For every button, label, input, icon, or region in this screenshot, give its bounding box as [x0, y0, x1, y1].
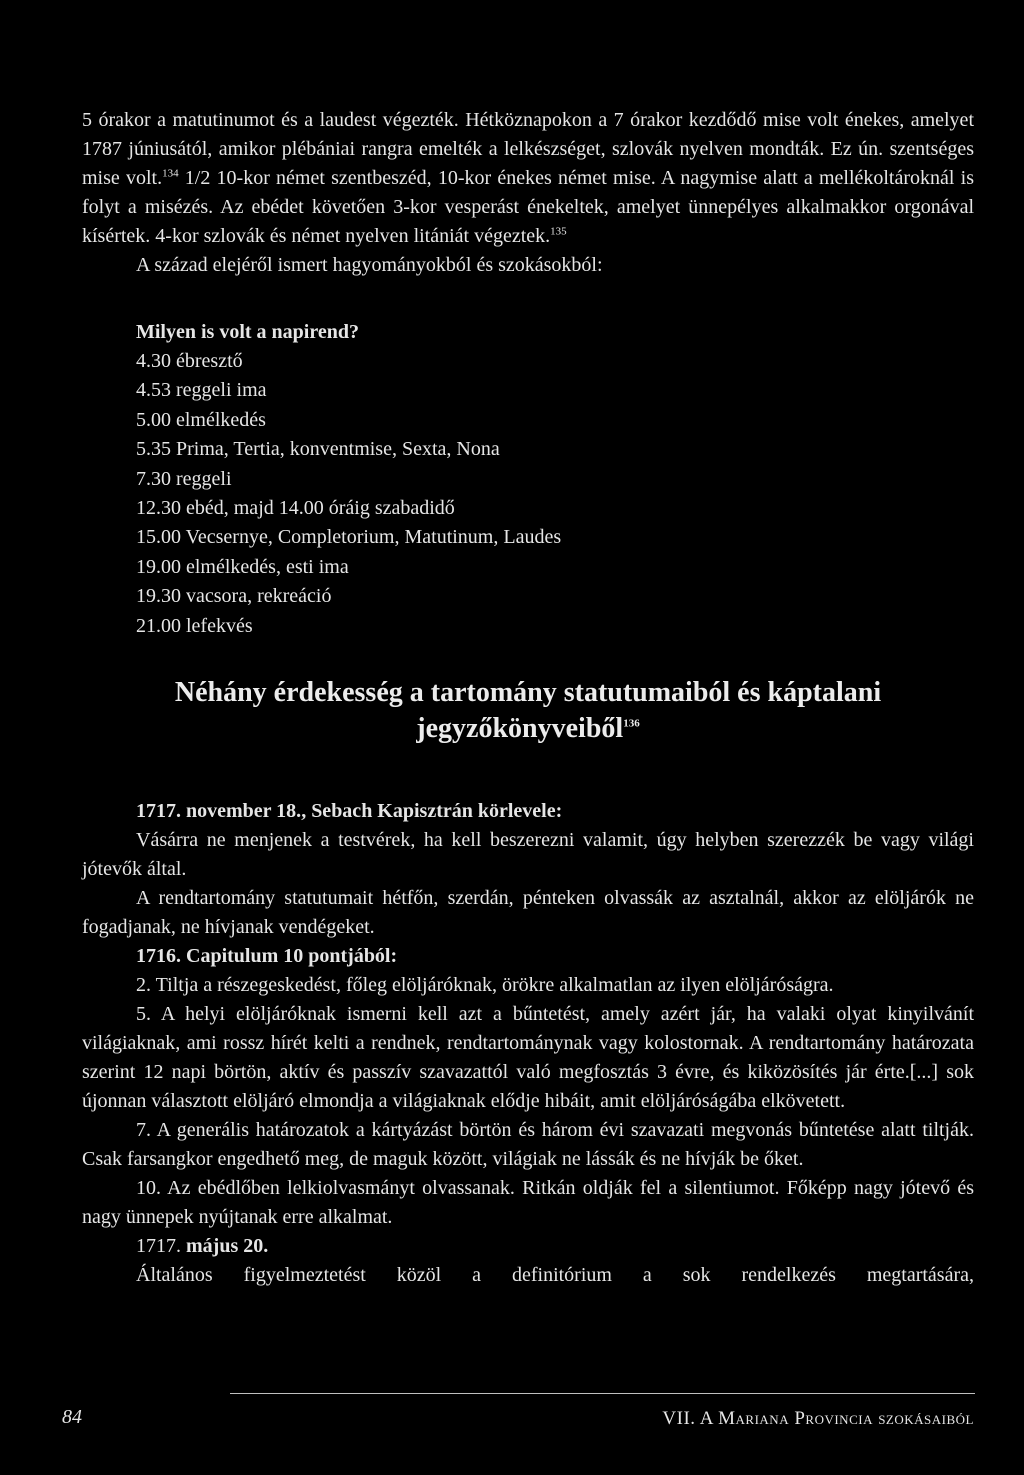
paragraph: Vásárra ne menjenek a testvérek, ha kell beszerezni valamit, úgy helyben szerezzék be vagy világi jótevők által.	[82, 829, 974, 881]
schedule-item: 7.30 reggeli	[136, 467, 232, 490]
schedule-item: 5.35 Prima, Tertia, konventmise, Sexta, Nona	[136, 438, 500, 461]
daily-schedule	[82, 347, 974, 641]
schedule-item: 19.00 elmélkedés, esti ima	[136, 555, 349, 578]
schedule-item: 12.30 ebéd, majd 14.00 óráig szabadidő	[136, 497, 455, 520]
schedule-item: 4.53 reggeli ima	[136, 379, 267, 402]
section-body	[82, 797, 974, 1290]
schedule-item: 15.00 Vecsernye, Completorium, Matutinum, Laudes	[136, 526, 562, 549]
intro-text-b: 1/2 10-kor német szentbeszéd, 10-kor énekes német mise. A nagymise alatt a mellékoltároknál is folyt a misézés. Az ebédet követően 3-kor vesperást énekeltek, amelyet ünnepélyes alkalmakkor orgonával kísértek. 4-kor szlovák és német nyelven litániát végeztek.	[82, 167, 974, 247]
schedule-item: 5.00 elmélkedés	[136, 408, 266, 431]
intro-paragraph	[82, 106, 974, 251]
footer-rule	[230, 1393, 975, 1394]
letter-date	[82, 797, 974, 826]
point-10: 10. Az ebédlőben lelkiolvasmányt olvassanak. Ritkán oldják fel a silentiumot. Főképp nagy jótevő és nagy ünnepek nyújtanak erre alkalmat.	[82, 1177, 974, 1229]
schedule-item: 4.30 ébresztő	[136, 350, 243, 372]
date-2-year: 1717.	[136, 1235, 186, 1258]
point-7: 7. A generális határozatok a kártyázást börtön és három évi szavazati megvonás bűntetése alatt tiltják. Csak farsangkor engedhető meg, de maguk között, világiak ne lássák és ne hívják be őket.	[82, 1119, 974, 1171]
date-rest: , Sebach Kapisztrán körlevele:	[301, 800, 563, 823]
date-2-day: május 20.	[186, 1235, 269, 1258]
section-heading	[82, 675, 974, 747]
date-bold: 1717. november 18.	[136, 800, 302, 823]
footnote-ref: 134	[162, 167, 179, 180]
footnote-ref: 136	[623, 717, 640, 730]
running-head-prefix: VII. A	[662, 1408, 719, 1429]
date-2	[82, 1232, 974, 1261]
schedule-item: 19.30 vacsora, rekreáció	[136, 585, 332, 608]
schedule-title: Milyen is volt a napirend?	[136, 321, 359, 343]
capitulum-heading: 1716. Capitulum 10 pontjából:	[136, 945, 398, 968]
running-head-title: Mariana Provincia szokásaiból	[718, 1408, 974, 1429]
page-body	[82, 106, 974, 1290]
traditions-intro: A század elejéről ismert hagyományokból és szokásokból:	[136, 254, 603, 276]
footnote-ref: 135	[550, 225, 567, 238]
point-5: 5. A helyi elöljáróknak ismerni kell azt a bűntetést, amely azért jár, ha valaki olyat kinyilvánít világiaknak, ami rossz hírét kelti a rendnek, rendtartománynak vagy kolostornak. A rendtartomány határozata szerint 12 napi börtön, aktív és passzív szavazattól való megfosztás 3 évre, és kiközösítés jár érte.[...] sok újonnan választott elöljáró elmondja a világiaknak elődje hibáit, amit elöljáróságába elkövetett.	[82, 1003, 974, 1113]
intro-text-a: 5 órakor a matutinumot és a laudest végezték. Hétköznapokon a 7 órakor kezdődő mise volt énekes, amelyet 1787 júniusától, amikor plébániai rangra emelték a lelkészséget, szlovák nyelven mondták. Ez ún. szentséges mise volt.	[82, 109, 974, 189]
schedule-item: 21.00 lefekvés	[136, 614, 253, 637]
point-2: 2. Tiltja a részegeskedést, főleg elöljáróknak, örökre alkalmatlan az ilyen elöljáróságra.	[136, 974, 834, 997]
heading-line-2: jegyzőkönyveiből	[416, 713, 624, 745]
page-number: 84	[62, 1406, 82, 1428]
heading-line-1: Néhány érdekesség a tartomány statutumaiból és káptalani	[174, 677, 882, 709]
paragraph: A rendtartomány statutumait hétfőn, szerdán, pénteken olvassák az asztalnál, akkor az elöljárók ne fogadjanak, ne hívjanak vendégeket.	[82, 887, 974, 939]
paragraph-last: Általános figyelmeztetést közöl a definitórium a sok rendelkezés megtartására,	[136, 1264, 974, 1287]
running-head	[662, 1408, 974, 1430]
